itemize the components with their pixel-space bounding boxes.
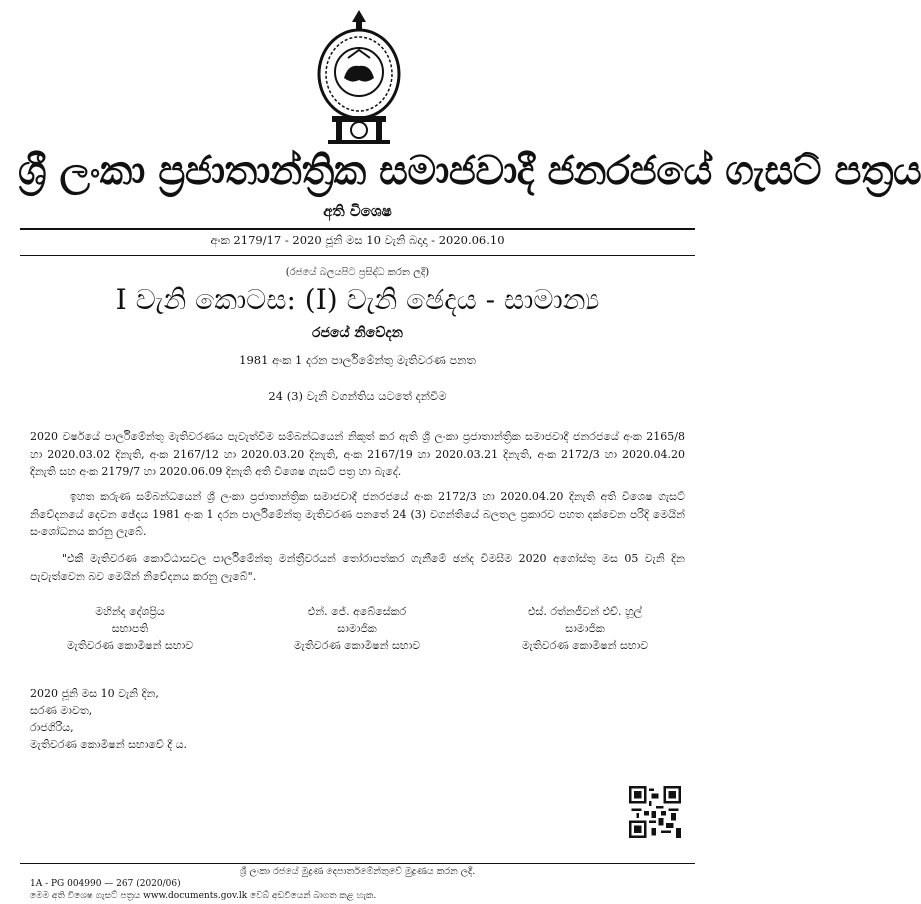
footer-rule (20, 863, 695, 864)
emblem-icon (314, 6, 404, 146)
part-heading: I වැනි කොටස: (I) වැනි ඡෙදය - සාමාන්‍ය (115, 283, 600, 316)
header-rule-bottom (20, 255, 695, 256)
paragraph-1: 2020 වර්ෂයේ පාර්ලිමේන්තු මැතිවරණය පැවැත්වීම සම්බන්ධයෙන් නිකුත් කර ඇති ශ්‍රී ලංකා ප්‍රජාතාන්ත්‍රික සමාජවාදී ජනරජයේ අංක 2165/8 හා 2020.03.02 දිනැති, අංක 2167/12 හා 2020.03.20 දිනැති, අංක 2167/19 හා 2020.03.21 දිනැති, අංක 2172/3 හා 2020.04.20 දිනැති සහ අංක 2179/7 හා 2020.06.09 දිනැති අති විශෙෂ ගැසට් පත්‍ර හා බැදේ. (30, 430, 685, 478)
signatory-name: එස්. රත්නජීවන් එච්. හූල් (527, 605, 643, 618)
signatory-body: මැතිවරණ කොමිෂන් සභාව (293, 639, 421, 652)
qr-code-icon (629, 786, 681, 838)
gazette-subtitle: අති විශෙෂ (323, 202, 392, 220)
gov-notifications-heading: රජයේ නිවේදන (312, 325, 403, 341)
signatory-3 (475, 603, 695, 654)
paragraph-2: ඉහත කරුණ සම්බන්ධයෙන් ශ්‍රී ලංකා ප්‍රජාතාන්ත්‍රික සමාජවාදී ජනරජයේ අංක 2172/3 හා 2020.04.20 දිනැති අති විශෙෂ ගැසට් නිවේදනයේ දෙවන ඡේදය 1981 අංක 1 දරන පාර්ලිමේන්තු මැතිවරණ පනතේ 24 (3) වගන්තියේ බලතල ප්‍රකාරව පහත දක්වෙන පරිදි මෙයින් සංශෝධනය කරනු ලැබේ. (30, 490, 685, 538)
place-line-3: මැතිවරණ කොමිෂන් සභාවේ දී ය. (30, 738, 188, 751)
paragraph-3: "එකී මැතිවරණ කොට්ඨාසවල පාර්ලිමේන්තු මන්ත්‍රීවරයන් තෝරාපත්කර ගැනීමේ ඡන්ද විමසීම 2020 අගෝස්තු මස 05 වැනි දින පැවැත්වෙන බව මෙයින් නිවේදනය කරනු ලැබේ". (30, 552, 685, 583)
signatory-name: මහින්ද දේශප්‍රිය (95, 605, 165, 618)
signatory-role: සාමාජික (337, 622, 377, 635)
signatory-name: එන්. ජේ. අබේසේකර (307, 605, 407, 618)
act-title: 1981 අංක 1 දරන පාර්ලිමේන්තු මැතිවරණ පනත (239, 353, 476, 367)
place-line-1: සරණ මාවත, (30, 704, 93, 717)
header-rule-top (20, 228, 695, 230)
place-date: 2020 ජූනි මස 10 වැනි දින, (30, 687, 159, 700)
signatory-2 (247, 603, 467, 654)
signatory-1 (20, 603, 240, 654)
signatory-role: සභාපති (111, 622, 149, 635)
issue-line: අංක 2179/17 - 2020 ජූනි මස 10 වැනි බදාදා - 2020.06.10 (210, 233, 505, 247)
place-and-date (30, 685, 187, 753)
signatory-body: මැතිවරණ කොමිෂන් සභාව (521, 639, 649, 652)
download-note: මෙම අති විශෙෂ ගැසට් පත්‍රය www.documents.gov.lk වෙබ් අඩවියෙන් බාගත කළ හැක. (30, 891, 377, 901)
printer-line: ශ්‍රී ලංකා රජයේ මුද්‍රණ දෙපාර්තමේන්තුවේ මුද්‍රණය කරන ලදී. (239, 866, 476, 877)
signatory-body: මැතිවරණ කොමිෂන් සභාව (66, 639, 194, 652)
gazette-reference: 1A - PG 004990 — 267 (2020/06) (30, 879, 181, 889)
place-line-2: රාජගිරිය, (30, 721, 74, 734)
authority-line: (රජයේ බලයපිට ප්‍රසිද්ධ කරන ලදී) (285, 267, 430, 278)
section-title: 24 (3) වැනි වගන්තිය යටතේ දන්වීම (268, 389, 447, 403)
gazette-title: ශ්‍රී ලංකා ප්‍රජාතාන්ත්‍රික සමාජවාදී ජනරජයේ ගැසට් පත්‍රය (18, 147, 921, 194)
signatory-role: සාමාජික (565, 622, 605, 635)
